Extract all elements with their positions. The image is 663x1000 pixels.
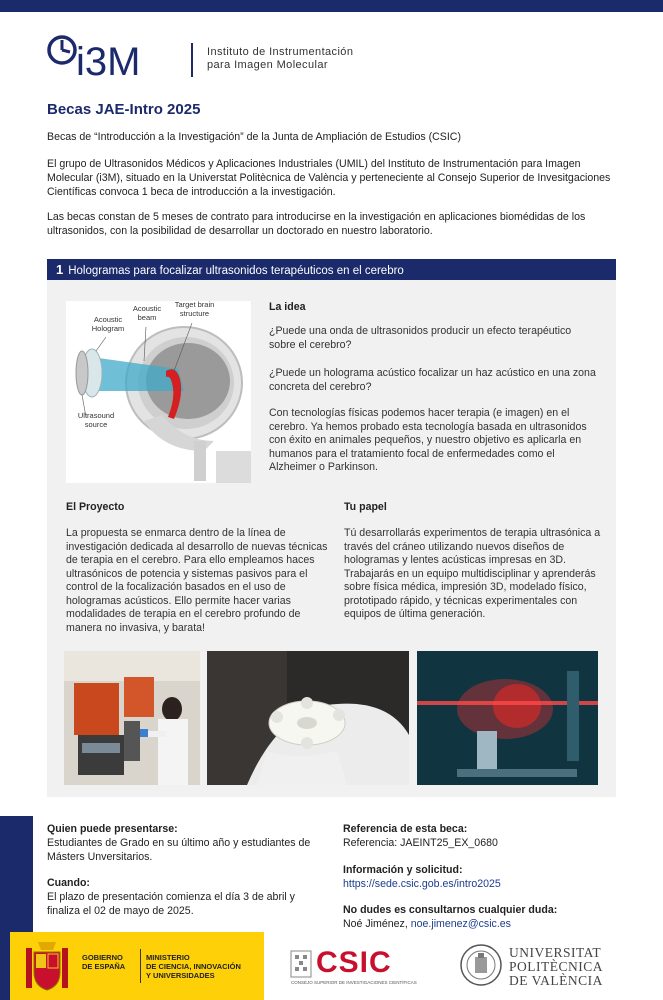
csic-logo: CSIC bbox=[316, 946, 392, 979]
ministerio-label: MINISTERIO DE CIENCIA, INNOVACIÓN Y UNIVERSIDADES bbox=[146, 953, 241, 980]
contact-heading: No dudes es consultarnos cualquier duda: bbox=[343, 904, 558, 916]
page-title: Becas JAE-Intro 2025 bbox=[47, 101, 201, 118]
idea-question-1: ¿Puede una onda de ultrasonidos producir un efecto terapéutico sobre el cerebro? bbox=[269, 325, 572, 351]
upv-seal-icon bbox=[460, 944, 502, 986]
proyecto-heading: El Proyecto bbox=[66, 501, 125, 513]
gobierno-label: GOBIERNO DE ESPAÑA bbox=[82, 953, 126, 971]
logo-divider bbox=[191, 43, 193, 77]
project-header bbox=[47, 259, 616, 280]
ref-heading: Referencia de esta beca: bbox=[343, 823, 468, 835]
idea-question-2: ¿Puede un holograma acústico focalizar un haz acústico en una zona concreta del cerebro? bbox=[269, 367, 596, 393]
apply-link[interactable]: https://sede.csic.gob.es/intro2025 bbox=[343, 878, 501, 890]
hologram-lens-photo bbox=[207, 651, 409, 785]
label-hologram: Acoustic Hologram bbox=[91, 315, 125, 333]
institute-name: Instituto de Instrumentación para Imagen Molecular bbox=[207, 46, 354, 71]
intro-paragraph: El grupo de Ultrasonidos Médicos y Aplicaciones Industriales (UMIL) del Instituto de Instrumentación para Imagen Molecular (i3M), situado en la Universtat Politècnica de València y perteneciente al Consejo Superior de Invesitgaciones Científicas convoca 1 beca de introducción a la investigación. bbox=[47, 158, 611, 198]
papel-heading: Tu papel bbox=[344, 501, 387, 513]
deadline-section bbox=[47, 876, 327, 918]
csic-subtitle: CONSEJO SUPERIOR DE INVESTIGACIONES CIENTÍFICAS bbox=[291, 980, 417, 985]
contact-section bbox=[343, 903, 633, 931]
when-body: El plazo de presentación comienza el día 3 de abril y finaliza el 02 de mayo de 2025. bbox=[47, 891, 295, 917]
idea-heading: La idea bbox=[269, 301, 306, 313]
papel-body: Tú desarrollarás experimentos de terapia ultrasónica a través del cráneo utilizando nuevos diseños de hologramas y lentes acústicas impresas en 3D. Trabajarás en un equipo multidisciplinar y aprenderás sobre física médica, impresión 3D, modelado físico, prototipado rápido, y técnicas experimentales con equipos de última generación. bbox=[344, 527, 601, 620]
upv-logo-text: UNIVERSITAT POLITÈCNICA DE VALÈNCIA bbox=[509, 945, 603, 988]
project-number: 1 bbox=[56, 262, 64, 277]
who-heading: Quien puede presentarse: bbox=[47, 823, 178, 835]
eligibility-section bbox=[47, 822, 322, 864]
csic-emblem-icon bbox=[290, 950, 312, 978]
idea-body: Con tecnologías físicas podemos hacer terapia (e imagen) en el cerebro. Ya hemos probado esta tecnología basada en ultrasonidos con éxito en animales pequeños, y nuestro objetivo es aplicarla en humanos para el tratamiento focal de enfermedades como el Alzheimer o Parkinson. bbox=[269, 407, 587, 473]
top-bar bbox=[0, 0, 663, 12]
ref-body: Referencia: JAEINT25_EX_0680 bbox=[343, 837, 498, 849]
intro-subtitle: Becas de “Introducción a la Investigación” de la Junta de Ampliación de Estudios (CSIC) bbox=[47, 131, 461, 143]
label-source: Ultrasound source bbox=[77, 411, 115, 429]
apply-heading: Información y solicitud: bbox=[343, 864, 463, 876]
who-body: Estudiantes de Grado en su último año y estudiantes de Másters Unversitarios. bbox=[47, 837, 311, 863]
eu-flag-strip bbox=[0, 932, 10, 1000]
project-panel bbox=[47, 259, 616, 797]
when-heading: Cuando: bbox=[47, 877, 90, 889]
i3m-logo-mark bbox=[46, 30, 181, 80]
footer-separator bbox=[140, 949, 141, 983]
project-title: Hologramas para focalizar ultrasonidos terapéuticos en el cerebro bbox=[68, 265, 404, 277]
intro-conditions: Las becas constan de 5 meses de contrato para introducirse en la investigación en aplicaciones biomédidas de los ultrasonidos, con la posibilidad de desarrollar un doctorado en nuestro laboratorio. bbox=[47, 211, 586, 237]
contact-email-link[interactable]: noe.jimenez@csic.es bbox=[410, 918, 511, 930]
label-target: Target brain structure bbox=[174, 300, 215, 318]
spain-coat-of-arms-icon bbox=[22, 938, 72, 994]
left-accent-bar bbox=[0, 816, 33, 932]
label-beam: Acoustic beam bbox=[132, 304, 162, 322]
apply-section bbox=[343, 863, 623, 891]
lab-3d-printer-photo bbox=[64, 651, 200, 785]
contact-name: Noé Jiménez, bbox=[343, 918, 411, 930]
reference-section bbox=[343, 822, 623, 850]
ultrasound-experiment-photo bbox=[417, 651, 598, 785]
svg-text:i3M: i3M bbox=[76, 40, 141, 80]
proyecto-body: La propuesta se enmarca dentro de la línea de investigación dedicada al desarrollo de nuevas técnicas de terapia en el cerebro. Para ello empleamos haces ultrasónicos de potencia y sistemas pasivos para el control de la focalización basados en el uso de hologramas acústicos. Ello permite hacer varias modalidades de terapia en el cerebro profundo de manera no invasiva, y barata! bbox=[66, 527, 328, 634]
